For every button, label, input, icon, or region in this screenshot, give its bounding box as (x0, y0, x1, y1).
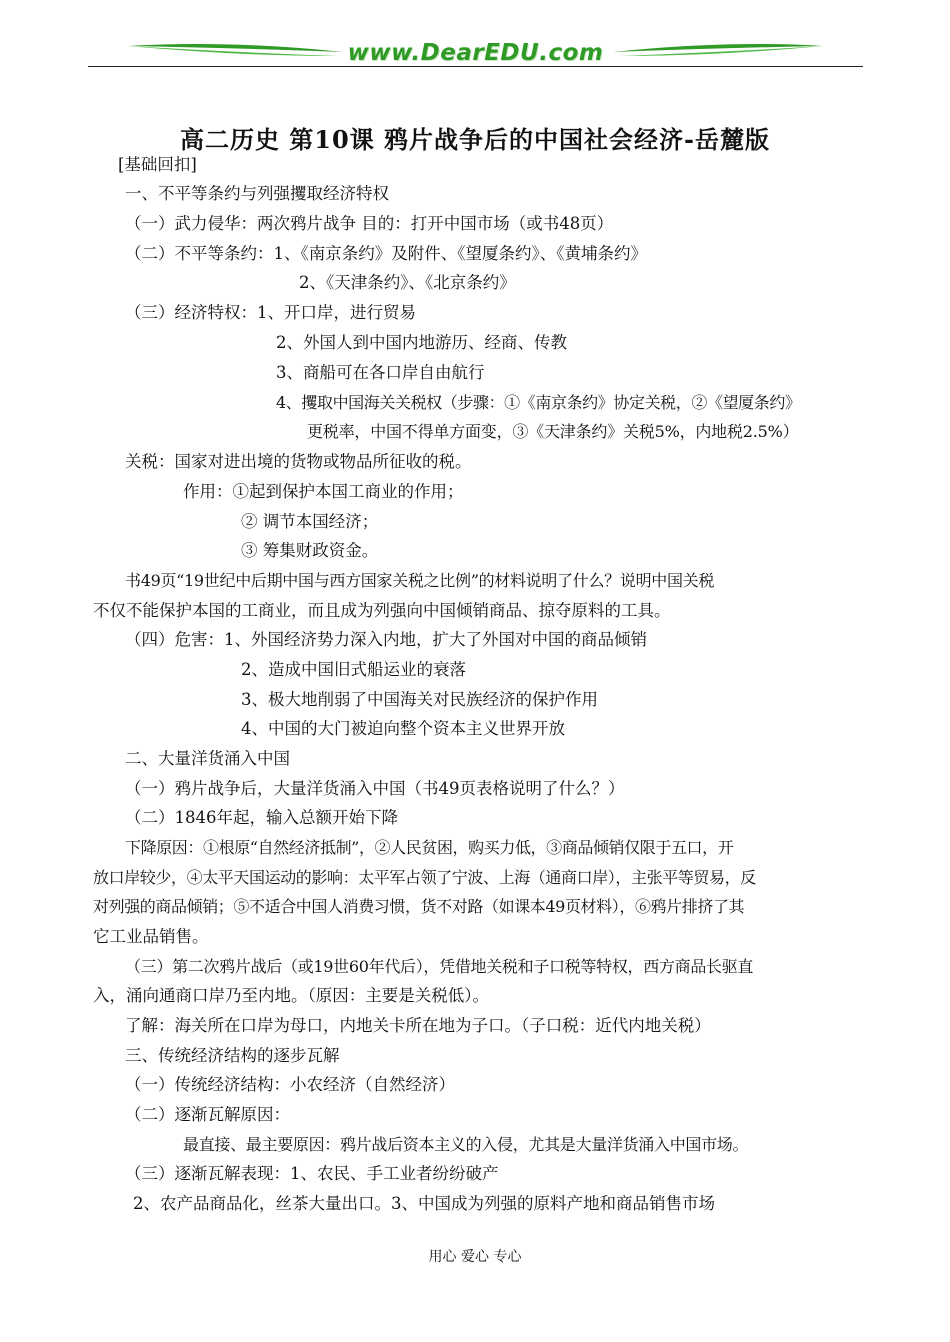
text-line: （一）传统经济结构：小农经济（自然经济） (125, 1075, 455, 1094)
text-line: 它工业品销售。 (93, 927, 209, 946)
text-line: ② 调节本国经济； (241, 512, 379, 531)
text-line: 了解：海关所在口岸为母口，内地关卡所在地为子口。（子口税：近代内地关税） (125, 1016, 711, 1035)
page-footer: 用心 爱心 专心 (428, 1249, 522, 1265)
text-line: 作用：①起到保护本国工商业的作用； (183, 482, 464, 501)
page-title: 高二历史 第10课 鸦片战争后的中国社会经济-岳麓版 (179, 125, 771, 154)
text-line: 2、外国人到中国内地游历、经商、传教 (276, 333, 567, 352)
text-line: （二）1846年起，输入总额开始下降 (125, 808, 398, 827)
text-line: 书49页“19世纪中后期中国与西方国家关税之比例”的材料说明了什么？说明中国关税 (125, 571, 715, 590)
text-line: 4、攫取中国海关关税权（步骤：①《南京条约》协定关税，②《望厦条约》 (276, 393, 801, 412)
text-line: 2、《天津条约》、《北京条约》 (299, 273, 516, 292)
text-line: 二、大量洋货涌入中国 (125, 749, 290, 768)
text-line: （四）危害：1、外国经济势力深入内地，扩大了外国对中国的商品倾销 (125, 630, 647, 649)
site-logo-text[interactable]: www.DearEDU.com (347, 40, 604, 66)
text-line: 2、造成中国旧式船运业的衰落 (241, 660, 466, 679)
text-line: （三）经济特权：1、开口岸，进行贸易 (125, 303, 416, 322)
text-line: （一）鸦片战争后，大量洋货涌入中国（书49页表格说明了什么？） (125, 779, 625, 798)
text-line: 3、商船可在各口岸自由航行 (276, 363, 485, 382)
text-line: 不仅不能保护本国的工商业，而且成为列强向中国倾销商品、掠夺原料的工具。 (93, 601, 671, 620)
text-line: （三）第二次鸦片战后（或19世60年代后），凭借地关税和子口税等特权，西方商品长驱直 (125, 957, 754, 976)
text-line: 3、极大地削弱了中国海关对民族经济的保护作用 (241, 690, 598, 709)
text-line: 三、传统经济结构的逐步瓦解 (125, 1046, 340, 1065)
header-rule (88, 66, 863, 67)
text-line: 关税：国家对进出境的货物或物品所征收的税。 (125, 452, 472, 471)
text-line: 入，涌向通商口岸乃至内地。（原因：主要是关税低）。 (93, 986, 489, 1005)
text-line: 下降原因：①根原“自然经济抵制”，②人民贫困，购买力低，③商品倾销仅限于五口，开 (125, 838, 734, 857)
text-line: 4、中国的大门被迫向整个资本主义世界开放 (241, 719, 565, 738)
text-line: 更税率，中国不得单方面变，③《天津条约》关税5%，内地税2.5%） (307, 422, 799, 441)
text-line: 一、不平等条约与列强攫取经济特权 (125, 184, 389, 203)
text-line: （一）武力侵华：两次鸦片战争 目的：打开中国市场（或书48页） (125, 214, 614, 233)
text-line: 对列强的商品倾销；⑤不适合中国人消费习惯，货不对路（如课本49页材料），⑥鸦片排挤了其 (93, 897, 745, 916)
text-line: 2、农产品商品化，丝茶大量出口。3、中国成为列强的原料产地和商品销售市场 (133, 1194, 715, 1213)
text-line: （二）不平等条约：1、《南京条约》及附件、《望厦条约》、《黄埔条约》 (125, 244, 647, 263)
text-line: 放口岸较少，④太平天国运动的影响：太平军占领了宁波、上海（通商口岸），主张平等贸易，反 (93, 868, 756, 887)
text-line: ③ 筹集财政资金。 (241, 541, 379, 560)
text-line: [基础回扣] (118, 155, 197, 174)
text-line: （二）逐渐瓦解原因： (125, 1105, 290, 1124)
text-line: （三）逐渐瓦解表现：1、农民、手工业者纷纷破产 (125, 1164, 499, 1183)
text-line: 最直接、最主要原因：鸦片战后资本主义的入侵，尤其是大量洋货涌入中国市场。 (183, 1135, 749, 1154)
